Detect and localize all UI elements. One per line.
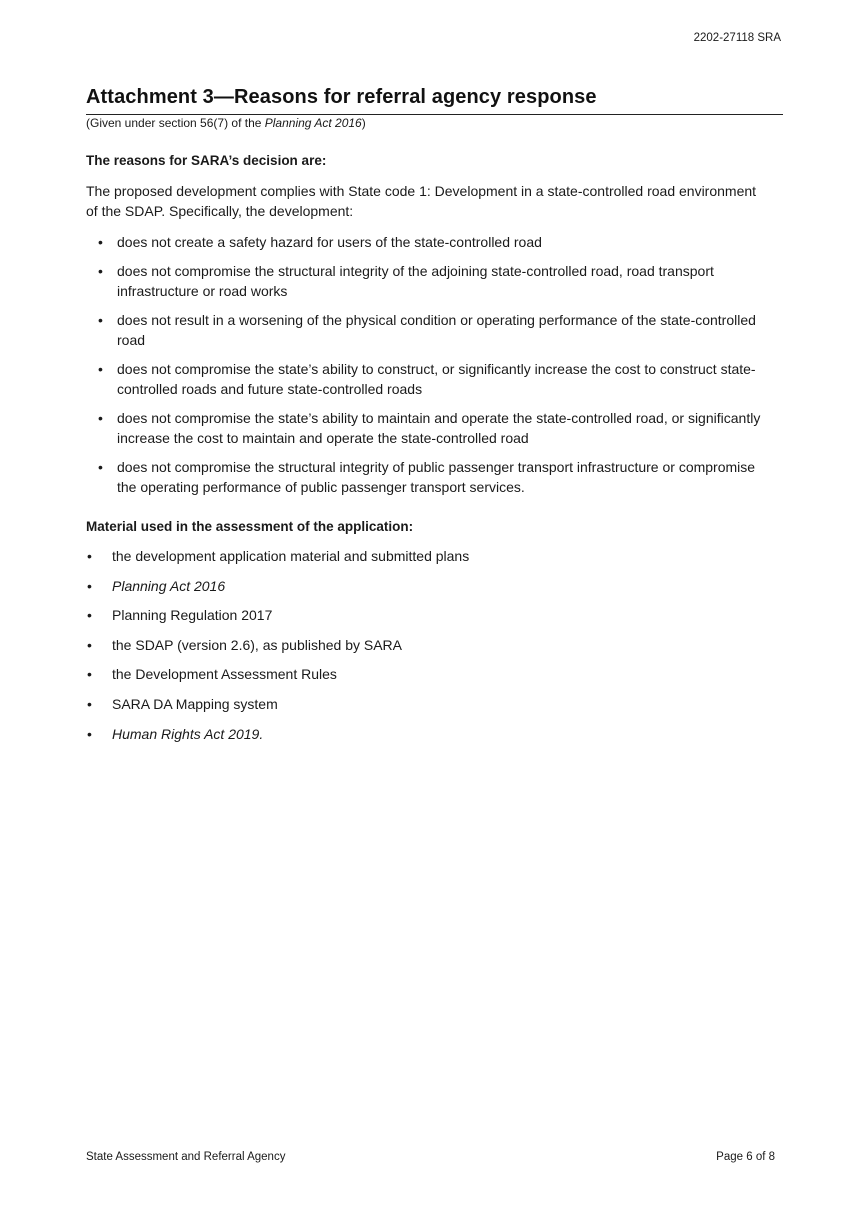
bullet-icon: • [87,725,92,742]
bullet-icon: • [98,263,103,279]
list-item: • does not create a safety hazard for users of the state-controlled road [98,234,542,250]
footer-page-number: Page 6 of 8 [716,1151,775,1163]
materials-heading: Material used in the assessment of the application: [86,519,414,534]
list-item: • the development application material and submitted plans [87,548,470,564]
list-item: • SARA DA Mapping system [87,695,278,712]
list-item: • Human Rights Act 2019. [87,725,264,742]
subtitle-suffix: ) [361,116,366,130]
bullet-icon: • [87,666,92,683]
bullet-icon: • [98,410,103,426]
bullet-icon: • [98,361,103,377]
list-item: • the SDAP (version 2.6), as published by SARA [87,636,403,653]
list-item: • does not compromise the structural integrity of public passenger transport infrastructure or compromise the operating performance of public passenger transport services. [98,459,756,495]
bullet-icon: • [98,234,103,250]
list-item: • Planning Act 2016 [87,577,226,594]
bullet-icon: • [98,312,103,328]
list-item: • the Development Assessment Rules [87,666,337,683]
materials-section [86,519,766,753]
list-item: • does not compromise the state’s ability to maintain and operate the state-controlled road, or significantly increase the cost to maintain and operate the state-controlled road [98,410,761,446]
bullet-icon: • [87,695,92,712]
subtitle-prefix: (Given under section 56(7) of the [86,116,265,130]
reasons-intro: The proposed development complies with State code 1: Development in a state-controlled road environment of the SDAP. Specifically, the development: [86,183,757,219]
reasons-section [86,153,766,506]
list-item: • Planning Regulation 2017 [87,607,273,624]
bullet-icon: • [87,636,92,653]
title-divider [86,114,783,115]
bullet-icon: • [87,548,92,564]
page-subtitle [86,116,366,130]
list-item: • does not result in a worsening of the physical condition or operating performance of the state-controlled road [98,312,756,348]
subtitle-act: Planning Act 2016 [264,116,362,130]
page-title: Attachment 3—Reasons for referral agency response [86,86,597,108]
list-item: • does not compromise the state’s ability to construct, or significantly increase the cost to construct state-controlled roads and future state-controlled roads [98,361,756,397]
reasons-heading: The reasons for SARA’s decision are: [86,153,327,168]
list-item: • does not compromise the structural integrity of the adjoining state-controlled road, road transport infrastructure or road works [98,263,714,299]
bullet-icon: • [87,577,92,594]
bullet-icon: • [98,459,103,475]
materials-list [86,546,766,744]
footer-agency: State Assessment and Referral Agency [86,1151,286,1163]
document-reference: 2202-27118 SRA [693,32,781,44]
reasons-list [86,232,761,497]
bullet-icon: • [87,607,92,624]
